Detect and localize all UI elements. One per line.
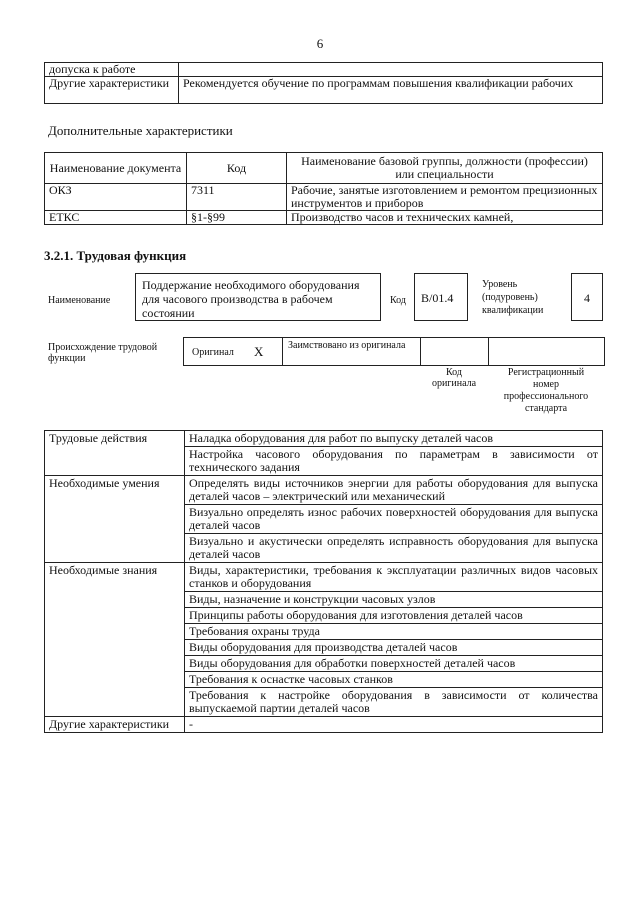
table-cell-item: Наладка оборудования для работ по выпуску деталей часов	[185, 431, 603, 447]
divider	[488, 338, 489, 365]
origin-label: Происхождение трудовой функции	[48, 342, 158, 364]
name-label: Наименование	[48, 295, 111, 306]
table-cell-item: Визуально и акустически определять исправность оборудования для выпуска деталей часов	[185, 534, 603, 563]
table-cell: ЕТКС	[45, 211, 187, 225]
table-row	[45, 476, 603, 505]
table-cell-label: допуска к работе	[45, 63, 179, 77]
table-cell: §1-§99	[187, 211, 287, 225]
level-label: Уровень (подуровень) квалификации	[482, 279, 544, 316]
table-cell-item: Требования к настройке оборудования в зависимости от количества выпускаемой партии деталей часов	[185, 688, 603, 717]
original-mark: X	[254, 344, 264, 359]
group-label: Необходимые умения	[45, 476, 185, 563]
table-header-row	[45, 153, 603, 184]
table-cell-item: -	[185, 717, 603, 733]
table-cell-item: Принципы работы оборудования для изготовления деталей часов	[185, 608, 603, 624]
group-label: Другие характеристики	[45, 717, 185, 733]
table-cell-item: Визуально определять износ рабочих поверхностей оборудования для выпуска деталей часов	[185, 505, 603, 534]
column-header: Наименование базовой группы, должности (профессии) или специальности	[287, 153, 603, 184]
original-label: Оригинал	[192, 347, 234, 358]
divider	[420, 338, 421, 365]
column-header: Наименование документа	[45, 153, 187, 184]
additional-characteristics-caption: Дополнительные характеристики	[48, 123, 233, 138]
section-heading: 3.2.1. Трудовая функция	[44, 248, 187, 263]
group-label: Необходимые знания	[45, 563, 185, 717]
table-row	[45, 63, 603, 77]
divider	[282, 338, 283, 365]
level-box: 4	[571, 273, 603, 321]
registration-caption: Регистрационный номер профессионального стандарта	[503, 367, 589, 414]
table-row	[45, 431, 603, 447]
origin-box	[183, 337, 605, 366]
table-cell-item: Виды, характеристики, требования к эксплуатации различных видов часовых станков и оборудования	[185, 563, 603, 592]
table-cell: ОКЗ	[45, 184, 187, 211]
table-cell: Производство часов и технических камней,	[287, 211, 603, 225]
page-number: 6	[316, 36, 324, 51]
table-row	[45, 717, 603, 733]
table-row	[45, 563, 603, 592]
code-original-caption: Код оригинала	[431, 367, 477, 389]
borrowed-label: Заимствовано из оригинала	[288, 340, 406, 351]
table-row	[45, 184, 603, 211]
table-cell-item: Требования охраны труда	[185, 624, 603, 640]
main-table	[44, 430, 603, 733]
column-header: Код	[187, 153, 287, 184]
table-cell-item: Виды оборудования для производства деталей часов	[185, 640, 603, 656]
group-label: Трудовые действия	[45, 431, 185, 476]
table-cell-item: Виды, назначение и конструкции часовых узлов	[185, 592, 603, 608]
table-row	[45, 211, 603, 225]
table-cell: Рабочие, занятые изготовлением и ремонтом прецизионных инструментов и приборов	[287, 184, 603, 211]
table-cell-item: Виды оборудования для обработки поверхностей деталей часов	[185, 656, 603, 672]
table-cell-value	[179, 63, 603, 77]
table-cell-item: Настройка часового оборудования по параметрам в зависимости от технического задания	[185, 447, 603, 476]
function-name-box: Поддержание необходимого оборудования для часового производства в рабочем состоянии	[135, 273, 381, 321]
table-row	[45, 77, 603, 104]
code-label: Код	[390, 295, 406, 306]
top-table	[44, 62, 603, 104]
table-cell-label: Другие характеристики	[45, 77, 179, 104]
table-cell-value: Рекомендуется обучение по программам повышения квалификации рабочих	[179, 77, 603, 104]
table-cell-item: Требования к оснастке часовых станков	[185, 672, 603, 688]
code-box: B/01.4	[414, 273, 468, 321]
additional-table	[44, 152, 603, 225]
table-cell-item: Определять виды источников энергии для работы оборудования для выпуска деталей часов – электрический или механический	[185, 476, 603, 505]
table-cell: 7311	[187, 184, 287, 211]
